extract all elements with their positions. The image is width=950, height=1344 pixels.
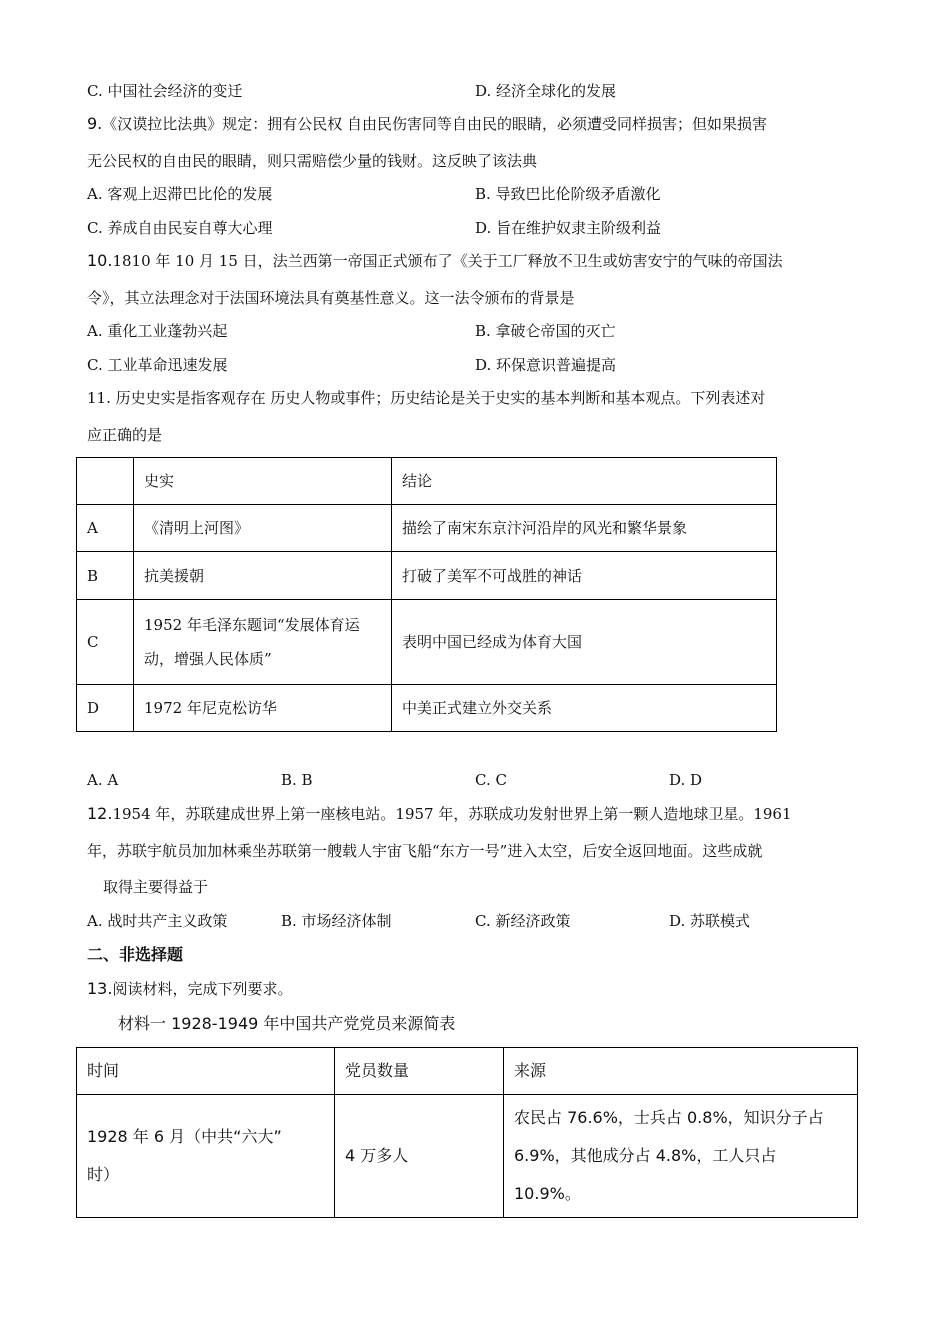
table-row: [77, 685, 777, 732]
q10-stem-line2: 令》，其立法理念对于法国环境法具有奠基性意义。这一法令颁布的背景是: [87, 289, 575, 307]
q9-stem-line2: 无公民权的自由民的眼睛，则只需赔偿少量的钱财。这反映了该法典: [87, 152, 538, 170]
q12-option-b: B. 市场经济体制: [281, 912, 392, 930]
q11-row-label: B: [77, 552, 134, 600]
q9-option-b: B. 导致巴比伦阶级矛盾激化: [475, 185, 661, 203]
q11-row-conclusion: 描绘了南宋东京汴河沿岸的风光和繁华景象: [392, 505, 777, 552]
q12-option-c: C. 新经济政策: [475, 912, 571, 930]
q12-stem-line3: 取得主要得益于: [103, 878, 209, 896]
q9-option-a: A. 客观上迟滞巴比伦的发展: [87, 185, 273, 203]
q13-row-time-line1: 1928 年 6 月（中共“六大”: [87, 1127, 282, 1146]
q10-option-d: D. 环保意识普遍提高: [475, 356, 617, 374]
q12-option-a: A. 战时共产主义政策: [87, 912, 228, 930]
q11-row-conclusion: 中美正式建立外交关系: [392, 685, 777, 732]
q9-option-d: D. 旨在维护奴隶主阶级利益: [475, 219, 662, 237]
q13-table: [76, 1047, 858, 1218]
q11-row-label: A: [77, 505, 134, 552]
q11-row-conclusion: 表明中国已经成为体育大国: [392, 600, 777, 685]
q12-stem-line1: [87, 803, 792, 825]
q11-row-label: C: [77, 600, 134, 685]
q13-row-count: 4 万多人: [335, 1095, 504, 1218]
q13-header-count: 党员数量: [335, 1048, 504, 1095]
q11-table-header-row: [77, 458, 777, 505]
q8-option-c: C. 中国社会经济的变迁: [87, 82, 243, 100]
q11-row-fact-line1: 1952 年毛泽东题词“发展体育运: [144, 616, 360, 634]
q12-stem-line2: 年，苏联宇航员加加林乘坐苏联第一艘载人宇宙飞船“东方一号”进入太空，后安全返回地面。这些成就: [87, 842, 763, 860]
q11-stem-line2: 应正确的是: [87, 426, 163, 444]
q10-stem-text: 1810 年 10 月 15 日，法兰西第一帝国正式颁布了《关于工厂释放不卫生或妨害安宁的气味的帝国法: [112, 252, 783, 270]
q11-header-conclusion: 结论: [392, 458, 777, 505]
q13-row-source-line1: 农民占 76.6%，士兵占 0.8%，知识分子占: [514, 1108, 824, 1127]
table-row: [77, 505, 777, 552]
table-row: [77, 552, 777, 600]
q10-option-a: A. 重化工业蓬勃兴起: [87, 322, 228, 340]
q11-row-label: D: [77, 685, 134, 732]
q9-option-c: C. 养成自由民妄自尊大心理: [87, 219, 273, 237]
q13-row-source-line2: 6.9%，其他成分占 4.8%，工人只占: [514, 1146, 777, 1165]
q11-row-fact: 1972 年尼克松访华: [134, 685, 392, 732]
table-row: [77, 1095, 858, 1218]
q10-stem-line1: [87, 250, 783, 272]
q11-option-d: D. D: [669, 771, 703, 789]
q11-row-fact: [134, 600, 392, 685]
q13-number: 13.: [87, 979, 113, 998]
q11-row-fact: 抗美援朝: [134, 552, 392, 600]
section-heading: 二、非选择题: [87, 945, 184, 964]
q11-table: [76, 457, 777, 732]
q13-row-time-line2: 时）: [87, 1165, 120, 1184]
q13-material-title: 材料一 1928-1949 年中国共产党党员来源简表: [118, 1014, 456, 1033]
q11-row-fact-line2: 动，增强人民体质”: [144, 650, 272, 668]
q11-row-conclusion: 打破了美军不可战胜的神话: [392, 552, 777, 600]
q11-row-fact: 《清明上河图》: [134, 505, 392, 552]
q13-row-source-line3: 10.9%。: [514, 1184, 581, 1203]
q13-header-time: 时间: [77, 1048, 335, 1095]
q9-stem-line1: [87, 113, 767, 135]
q10-option-b: B. 拿破仑帝国的灭亡: [475, 322, 616, 340]
q8-option-d: D. 经济全球化的发展: [475, 82, 617, 100]
q12-option-d: D. 苏联模式: [669, 912, 751, 930]
q11-header-fact: 史实: [134, 458, 392, 505]
q11-option-c: C. C: [475, 771, 507, 789]
q13-row-time: [77, 1095, 335, 1218]
q13-stem-text: 阅读材料，完成下列要求。: [112, 980, 293, 998]
q10-option-c: C. 工业革命迅速发展: [87, 356, 228, 374]
table-row: [77, 600, 777, 685]
q13-header-source: 来源: [504, 1048, 858, 1095]
q9-number: 9.: [87, 114, 103, 133]
q11-header-blank: [77, 458, 134, 505]
q13-stem: [87, 978, 292, 1000]
q12-stem-text: 1954 年，苏联建成世界上第一座核电站。1957 年，苏联成功发射世界上第一颗人造地球卫星。1961: [112, 805, 792, 823]
q11-stem-line1: 11. 历史史实是指客观存在 历史人物或事件；历史结论是关于史实的基本判断和基本观点。下列表述对: [87, 389, 766, 407]
q12-number: 12.: [87, 804, 113, 823]
q9-stem-text: 《汉谟拉比法典》规定：拥有公民权 自由民伤害同等自由民的眼睛，必须遭受同样损害；但如果损害: [102, 115, 768, 133]
q13-table-header-row: [77, 1048, 858, 1095]
q11-option-b: B. B: [281, 771, 313, 789]
q13-row-source: [504, 1095, 858, 1218]
q11-option-a: A. A: [87, 771, 119, 789]
q10-number: 10.: [87, 251, 113, 270]
